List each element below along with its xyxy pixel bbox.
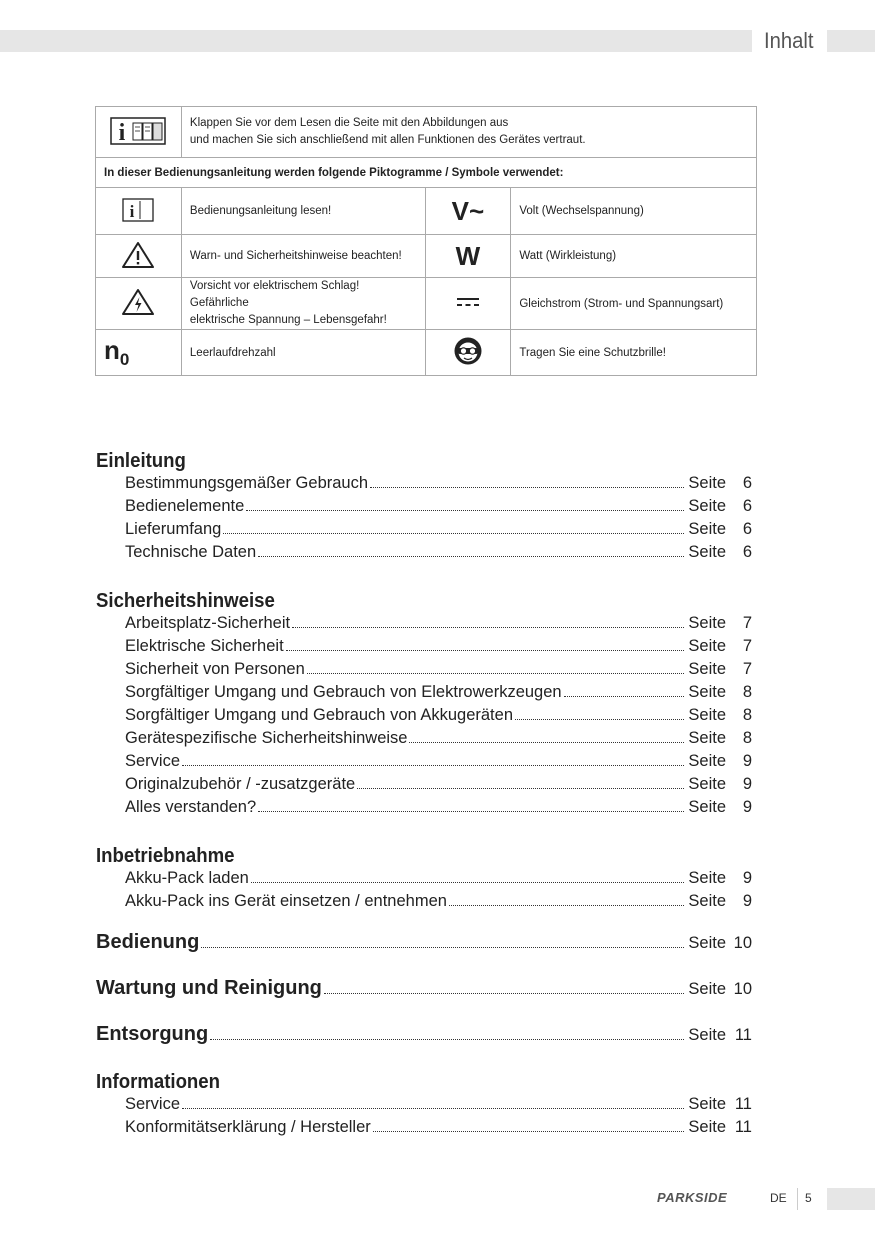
no-load-speed-symbol: $n_0$ [104, 334, 130, 370]
toc-entry[interactable]: Sorgfältiger Umgang und Gebrauch von Akkugeräten Seite 8 [125, 706, 752, 724]
pictogram-label: Tragen Sie eine Schutzbrille! [511, 330, 757, 376]
header-band [0, 30, 752, 52]
shock-text-line-1: Vorsicht vor elektrischem Schlag! Gefährliche [189, 280, 360, 309]
page-title: Inhalt [764, 28, 814, 53]
toc-entry[interactable]: Gerätespezifische Sicherheitshinweise Seite 8 [125, 729, 752, 747]
toc-entry[interactable]: Akku-Pack ins Gerät einsetzen / entnehmen Seite 9 [125, 892, 752, 910]
brand-logo: PARKSIDE [657, 1190, 728, 1205]
toc-entry[interactable]: Sicherheit von Personen Seite 7 [125, 660, 752, 678]
intro-line-2: und machen Sie sich anschließend mit allen Funktionen des Gerätes vertraut. [189, 134, 586, 146]
toc-section-sicherheitshinweise: Sicherheitshinweise [96, 590, 275, 612]
toc-entry[interactable]: Alles verstanden? Seite 9 [125, 798, 752, 816]
toc-entry[interactable]: Service Seite 9 [125, 752, 752, 770]
direct-current-icon [451, 295, 485, 309]
toc-section-einleitung: Einleitung [96, 450, 186, 472]
pictogram-label: Warn- und Sicherheitshinweise beachten! [181, 235, 425, 278]
toc-entry[interactable]: Konformitätserklärung / Hersteller Seite 11 [125, 1118, 752, 1136]
toc-section-inbetriebnahme: Inbetriebnahme [96, 845, 235, 867]
toc-entry[interactable]: Akku-Pack laden Seite 9 [125, 869, 752, 887]
toc-section-wartung[interactable]: Wartung und Reinigung Seite 10 [96, 977, 752, 999]
pictogram-label: Gleichstrom (Strom- und Spannungsart) [511, 278, 757, 330]
toc-entry[interactable]: Technische Daten Seite 6 [125, 543, 752, 561]
manual-icon [121, 197, 155, 223]
intro-text [181, 107, 756, 158]
electric-shock-icon [121, 288, 155, 316]
watt-symbol: W [455, 240, 481, 271]
svg-text:i: i [130, 201, 135, 221]
footer-tab [827, 1188, 875, 1210]
page-number: 5 [805, 1191, 812, 1205]
toc-section-entsorgung[interactable]: Entsorgung Seite 11 [96, 1023, 752, 1045]
toc-entry[interactable]: Bestimmungsgemäßer Gebrauch Seite 6 [125, 474, 752, 492]
toc-entry[interactable]: Originalzubehör / -zusatzgeräte Seite 9 [125, 775, 752, 793]
toc-section-bedienung[interactable]: Bedienung Seite 10 [96, 931, 752, 953]
pictogram-label: Bedienungsanleitung lesen! [181, 188, 425, 235]
volt-ac-symbol: V~ [451, 195, 485, 226]
pictogram-label: Leerlaufdrehzahl [181, 330, 425, 376]
toc-entry[interactable]: Lieferumfang Seite 6 [125, 520, 752, 538]
toc-entry[interactable]: Elektrische Sicherheit Seite 7 [125, 637, 752, 655]
language-code: DE [770, 1191, 787, 1205]
safety-goggles-icon [453, 336, 483, 366]
toc-entry[interactable]: Sorgfältiger Umgang und Gebrauch von Elektrowerkzeugen Seite 8 [125, 683, 752, 701]
pictogram-label: Volt (Wechselspannung) [511, 188, 757, 235]
toc-section-informationen: Informationen [96, 1071, 221, 1093]
toc-entry[interactable]: Service Seite 11 [125, 1095, 752, 1113]
table-of-contents [96, 448, 752, 1141]
footer-divider [797, 1188, 798, 1210]
pictogram-heading: In dieser Bedienungsanleitung werden folgende Piktogramme / Symbole verwendet: [96, 158, 757, 188]
header-tab [827, 30, 875, 52]
intro-line-1: Klappen Sie vor dem Lesen die Seite mit den Abbildungen aus [189, 117, 509, 129]
info-fold-icon-cell [96, 107, 182, 158]
svg-text:i: i [119, 119, 126, 146]
pictogram-label [181, 278, 425, 330]
shock-text-line-2: elektrische Spannung – Lebensgefahr! [189, 314, 387, 326]
info-fold-icon [109, 116, 167, 146]
warning-icon [121, 241, 155, 269]
pictogram-table [95, 106, 757, 376]
toc-entry[interactable]: Arbeitsplatz-Sicherheit Seite 7 [125, 614, 752, 632]
pictogram-label: Watt (Wirkleistung) [511, 235, 757, 278]
toc-entry[interactable]: Bedienelemente Seite 6 [125, 497, 752, 515]
